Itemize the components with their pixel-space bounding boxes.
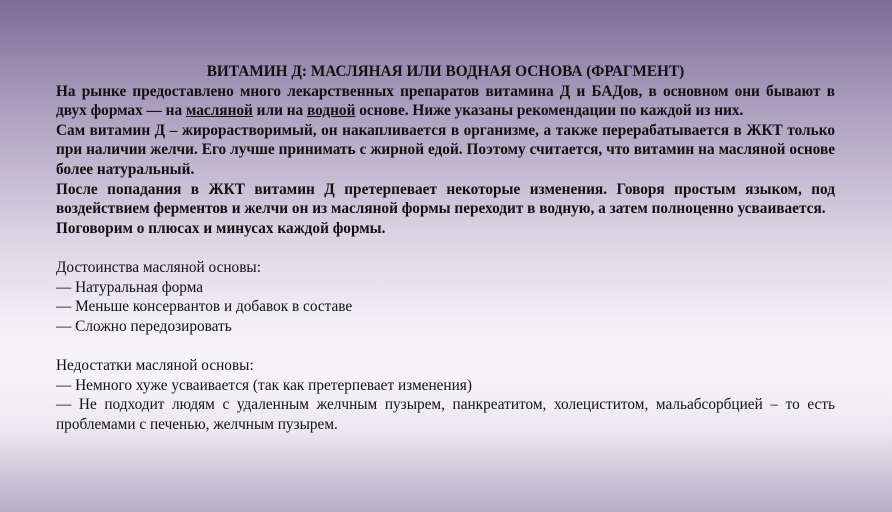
slide-title: ВИТАМИН Д: МАСЛЯНАЯ ИЛИ ВОДНАЯ ОСНОВА (ФРАГМЕНТ): [206, 63, 685, 80]
intro-text-3: основе. Ниже указаны рекомендации по каждой из них.: [355, 102, 744, 120]
advantages-item: — Сложно передозировать: [56, 317, 232, 335]
fat-soluble-paragraph: Сам витамин Д – жирорастворимый, он накапливается в организме, а также перерабатывается в ЖКТ только при наличии желчи. Его лучше принимать с жирной едой. Поэтому считается, что витамин на масляной основе более натуральный.: [56, 121, 835, 178]
disadvantages-heading: Недостатки масляной основы:: [56, 356, 254, 374]
spacer: [56, 336, 835, 356]
slide-content: [56, 62, 835, 434]
advantages-item: — Меньше консервантов и добавок в составе: [56, 298, 353, 316]
oil-base-link[interactable]: масляной: [185, 102, 253, 120]
advantages-heading: Достоинства масляной основы:: [56, 258, 261, 276]
digestion-paragraph: После попадания в ЖКТ витамин Д претерпевает некоторые изменения. Говоря простым языком, под воздействием ферментов и желчи он из масляной формы переходит в водную, а затем полноценно усваивается.: [56, 180, 835, 218]
pros-cons-intro: Поговорим о плюсах и минусах каждой формы.: [56, 219, 386, 237]
disadvantages-item: — Не подходит людям с удаленным желчным пузырем, панкреатитом, холециститом, мальабсорбцией – то есть проблемами с печенью, желчным пузырем.: [56, 396, 835, 433]
spacer: [56, 238, 835, 258]
intro-text-1: На рынке предоставлено много лекарственных препаратов витамина Д и БАДов, в основном они бывают в двух формах — на: [56, 82, 835, 120]
advantages-item: — Натуральная форма: [56, 278, 204, 296]
intro-text-2: или на: [252, 102, 307, 120]
disadvantages-item: — Немного хуже усваивается (так как претерпевает изменения): [56, 376, 472, 394]
water-base-link[interactable]: водной: [307, 102, 356, 120]
intro-paragraph: [56, 82, 835, 121]
